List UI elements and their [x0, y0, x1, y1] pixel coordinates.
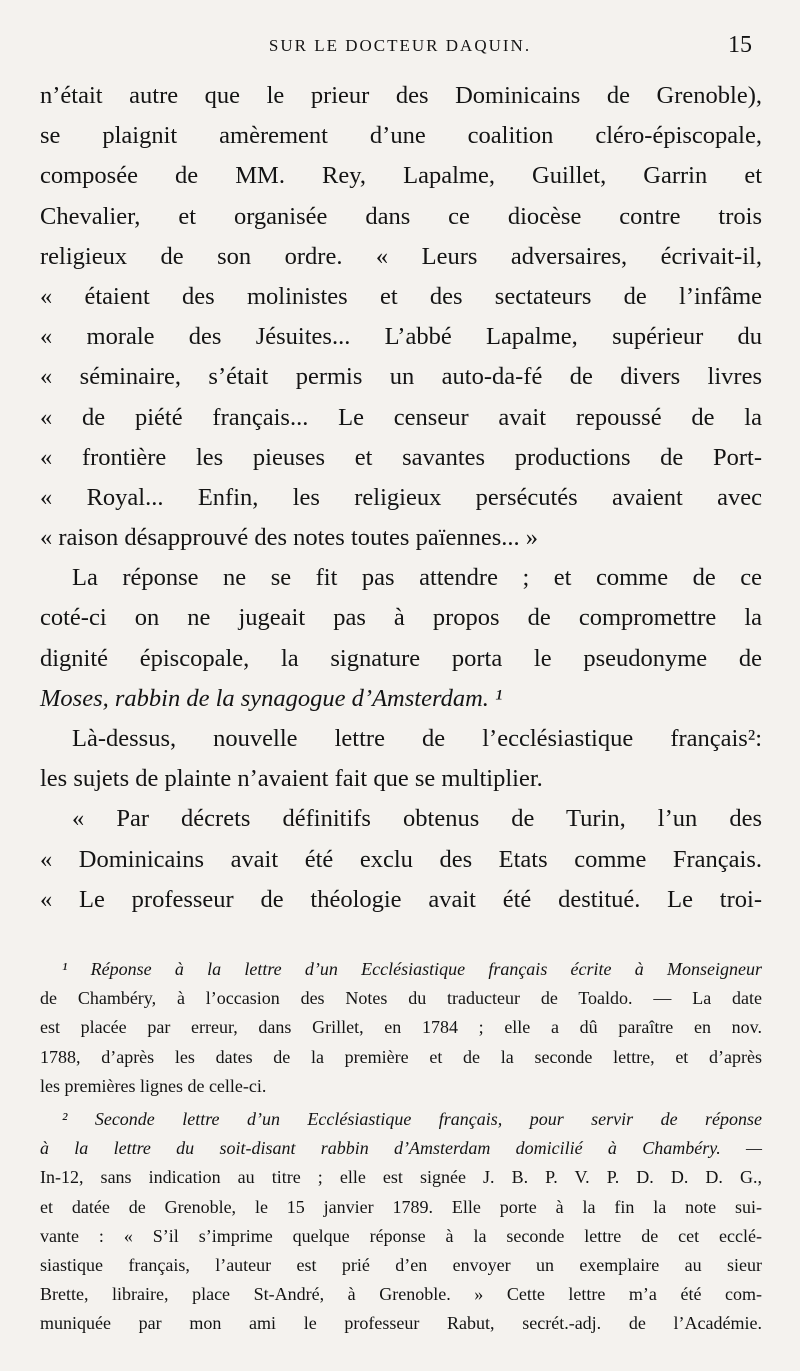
- footnote-1-line: ¹ Réponse à la lettre d’un Ecclésiastique français écrite à Monseigneur: [62, 959, 762, 979]
- text-line: « Royal... Enfin, les religieux persécutés avaient avec: [40, 483, 762, 511]
- paragraph-start-line: La réponse ne se fit pas attendre ; et comme de ce: [72, 564, 762, 592]
- footnote-2-line: Brette, libraire, place St-André, à Grenoble. » Cette lettre m’a été com-: [40, 1284, 762, 1305]
- text-line: se plaignit amèrement d’une coalition cléro-épiscopale,: [40, 122, 762, 150]
- text-line: « de piété français... Le censeur avait repoussé de la: [40, 403, 762, 431]
- text-line: « séminaire, s’était permis un auto-da-fé de divers livres: [40, 363, 762, 391]
- text-line: Chevalier, et organisée dans ce diocèse contre trois: [40, 202, 762, 230]
- page-number: 15: [728, 32, 752, 58]
- footnote-2-line: In-12, sans indication au titre ; elle est signée J. B. P. V. P. D. D. D. G.,: [40, 1167, 762, 1188]
- footnote-1-line: les premières lignes de celle-ci.: [40, 1075, 267, 1096]
- footnote-2-line: siastique français, l’auteur est prié d’en envoyer un exemplaire au sieur: [40, 1254, 762, 1275]
- quote-line: « Par décrets définitifs obtenus de Turin, l’un des: [72, 805, 762, 833]
- main-text: [40, 76, 762, 920]
- footnotes: [40, 955, 762, 1338]
- text-line: religieux de son ordre. « Leurs adversaires, écrivait-il,: [40, 242, 762, 270]
- text-line: « frontière les pieuses et savantes productions de Port-: [40, 443, 762, 471]
- page-header: [40, 32, 760, 62]
- footnote-1-line: est placée par erreur, dans Grillet, en 1784 ; elle a dû paraître en nov.: [40, 1017, 762, 1038]
- footnote-2-line: muniquée par mon ami le professeur Rabut, secrét.-adj. de l’Académie.: [40, 1313, 762, 1334]
- text-line: n’était autre que le prieur des Dominicains de Grenoble),: [40, 82, 762, 109]
- quote-line: « Le professeur de théologie avait été destitué. Le troi-: [40, 885, 762, 913]
- text-line: dignité épiscopale, la signature porta le pseudonyme de: [40, 644, 762, 672]
- paragraph-start-line: Là-dessus, nouvelle lettre de l’ecclésiastique français²:: [72, 725, 762, 752]
- text-line: « raison désapprouvé des notes toutes païennes... »: [40, 524, 539, 552]
- text-line: coté-ci on ne jugeait pas à propos de compromettre la: [40, 604, 762, 632]
- footnote-1-line: 1788, d’après les dates de la première et de la seconde lettre, et d’après: [40, 1046, 762, 1067]
- running-head: SUR LE DOCTEUR DAQUIN.: [268, 36, 532, 55]
- text-line: « étaient des molinistes et des sectateurs de l’infâme: [40, 282, 762, 310]
- footnote-2-line: et datée de Grenoble, le 15 janvier 1789. Elle porte à la fin la note sui-: [40, 1196, 762, 1217]
- quote-line: « Dominicains avait été exclu des Etats comme Français.: [40, 845, 762, 873]
- text-line: « morale des Jésuites... L’abbé Lapalme, supérieur du: [40, 323, 762, 351]
- footnote-2-line: vante : « S’il s’imprime quelque réponse à la seconde lettre de cet ecclé-: [40, 1225, 762, 1246]
- text-line: composée de MM. Rey, Lapalme, Guillet, Garrin et: [40, 162, 762, 190]
- footnote-2-line: à la lettre du soit-disant rabbin d’Amsterdam domicilié à Chambéry. —: [40, 1138, 762, 1159]
- footnote-1-line: de Chambéry, à l’occasion des Notes du traducteur de Toaldo. — La date: [40, 988, 762, 1009]
- text-line: les sujets de plainte n’avaient fait que se multiplier.: [40, 765, 543, 793]
- footnote-2-line: ² Seconde lettre d’un Ecclésiastique français, pour servir de réponse: [62, 1108, 762, 1129]
- pseudonym-line: Moses, rabbin de la synagogue d’Amsterdam. ¹: [40, 684, 503, 712]
